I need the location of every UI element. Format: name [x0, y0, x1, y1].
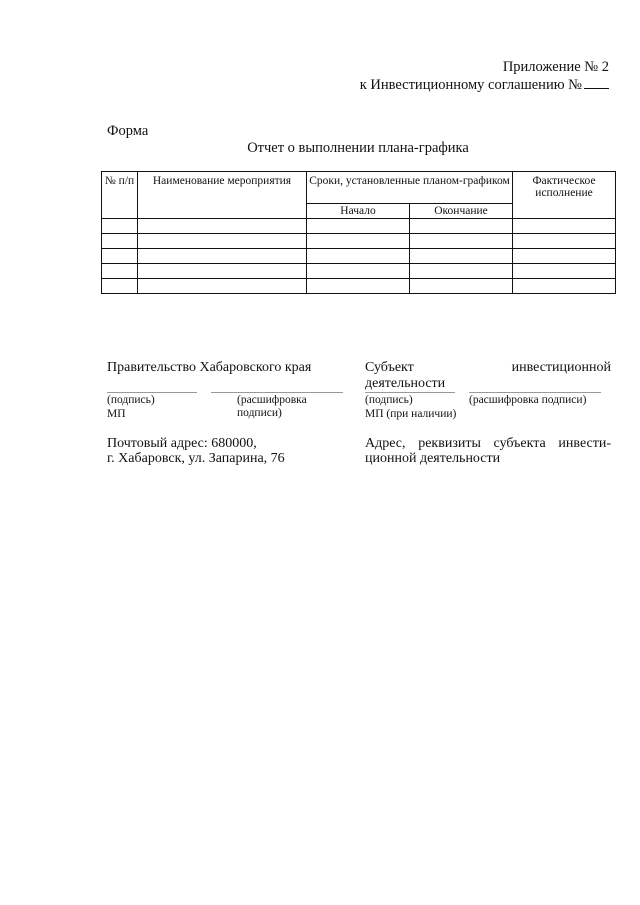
- government-address: [107, 436, 343, 466]
- government-address-line2: г. Хабаровск, ул. Запарина, 76: [107, 451, 285, 466]
- document-title: Отчет о выполнении плана-графика: [247, 140, 469, 156]
- schedule-table: [101, 171, 616, 294]
- table-cell: [138, 264, 307, 279]
- government-address-line1: Почтовый адрес: 680000,: [107, 436, 257, 451]
- table-cell: [410, 279, 513, 294]
- investor-stamp: МП (при наличии): [365, 408, 457, 420]
- table-cell: [410, 264, 513, 279]
- table-cell: [138, 279, 307, 294]
- col-header-event-name: Наименование мероприятия: [138, 172, 307, 219]
- table-row: [102, 279, 616, 294]
- table-row: [102, 249, 616, 264]
- table-cell: [307, 234, 410, 249]
- signature-block-government: [107, 360, 343, 466]
- government-sign-lines: [107, 392, 343, 436]
- table-cell: [513, 249, 616, 264]
- government-stamp: МП: [107, 408, 126, 420]
- table-row: [102, 234, 616, 249]
- investor-address: [365, 436, 611, 466]
- table-cell: [138, 219, 307, 234]
- investor-sign-caption: (подпись): [365, 394, 413, 406]
- col-header-number: № п/п: [102, 172, 138, 219]
- government-sign-caption: (подпись): [107, 394, 155, 406]
- investor-address-line2: ционной деятельности: [365, 451, 501, 466]
- appendix-number: Приложение № 2: [502, 59, 609, 75]
- form-label: Форма: [107, 123, 149, 139]
- investor-decode-line: [469, 392, 601, 393]
- government-decode-line: [211, 392, 343, 393]
- appendix-header: [360, 59, 609, 94]
- investor-name-word2: инвестиционной: [511, 360, 611, 375]
- government-name: Правительство Хабаровского края: [107, 360, 312, 375]
- investor-signature-line: [365, 392, 455, 393]
- appendix-agreement-text: к Инвестиционному соглашению №: [359, 77, 582, 93]
- table-cell: [138, 249, 307, 264]
- table-row: [102, 219, 616, 234]
- investor-decode-caption: (расшифровка подписи): [469, 394, 587, 406]
- table-row: [102, 264, 616, 279]
- table-cell: [102, 279, 138, 294]
- table-cell: [102, 219, 138, 234]
- signature-block-investor: [365, 360, 611, 466]
- col-header-end: Окончание: [410, 204, 513, 219]
- table-cell: [307, 264, 410, 279]
- table-cell: [307, 219, 410, 234]
- investor-name: [365, 360, 611, 392]
- table-cell: [410, 249, 513, 264]
- table-cell: [307, 279, 410, 294]
- investor-address-line1: Адрес, реквизиты субъекта инвести-: [365, 436, 611, 451]
- table-cell: [513, 234, 616, 249]
- table-cell: [307, 249, 410, 264]
- col-header-start: Начало: [307, 204, 410, 219]
- table-cell: [102, 249, 138, 264]
- col-header-actual: Фактическое исполнение: [513, 172, 616, 219]
- government-decode-caption: (расшифровка подписи): [237, 394, 307, 419]
- appendix-agreement-ref: [360, 76, 609, 94]
- government-signature-line: [107, 392, 197, 393]
- investor-sign-lines: [365, 392, 611, 436]
- table-cell: [513, 279, 616, 294]
- table-cell: [513, 264, 616, 279]
- agreement-number-blank: [584, 76, 609, 89]
- investor-name-word1: Субъект: [365, 360, 414, 375]
- col-header-terms: Сроки, установленные планом-графиком: [307, 172, 513, 204]
- table-cell: [513, 219, 616, 234]
- table-cell: [102, 264, 138, 279]
- table-cell: [138, 234, 307, 249]
- investor-name-line2: деятельности: [365, 376, 446, 391]
- table-body: [102, 219, 616, 294]
- table-cell: [410, 219, 513, 234]
- table-cell: [410, 234, 513, 249]
- table-cell: [102, 234, 138, 249]
